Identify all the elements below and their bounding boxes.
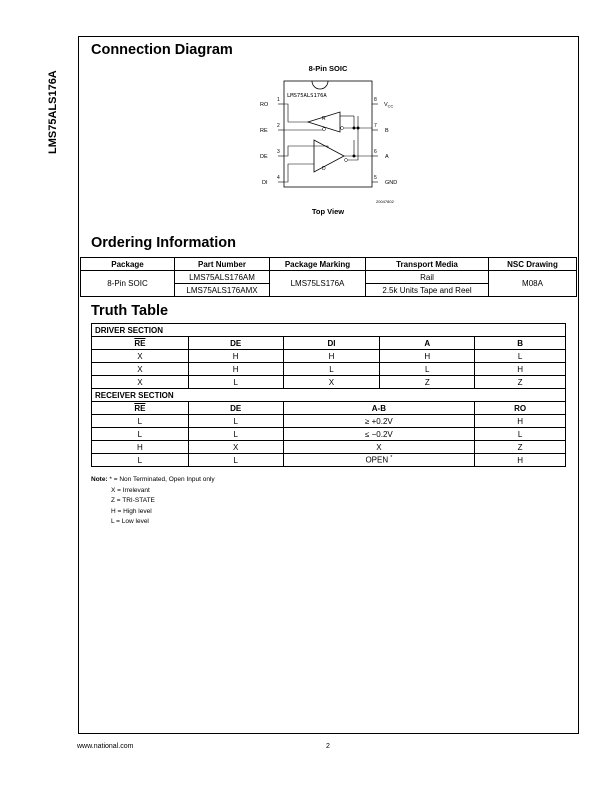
pin-num-3: 3 xyxy=(277,149,280,155)
ordering-table xyxy=(80,257,577,297)
table-cell: L xyxy=(188,454,283,467)
receiver-header-row xyxy=(92,402,566,415)
table-cell: L xyxy=(92,415,189,428)
driver-col-di: DI xyxy=(283,337,380,350)
driver-col-re: $\overline{RE}$ xyxy=(92,337,189,350)
marking-cell: LMS75LS176A xyxy=(270,271,366,297)
table-cell: H xyxy=(475,363,566,376)
package-label: 8-Pin SOIC xyxy=(308,64,348,73)
table-cell: L xyxy=(188,376,283,389)
table-cell: Z xyxy=(475,441,566,454)
note-block xyxy=(91,475,215,528)
truth-table xyxy=(91,323,566,467)
pin-re-label: RE xyxy=(260,128,268,134)
note-line: H = High level xyxy=(111,507,152,515)
pin-de-label: DE xyxy=(260,154,268,160)
receiver-section-label: RECEIVER SECTION xyxy=(92,389,566,402)
driver-col-b: B xyxy=(475,337,566,350)
connection-heading: Connection Diagram xyxy=(91,42,233,58)
table-row xyxy=(92,454,566,467)
pin-num-8: 8 xyxy=(374,97,377,103)
driver-col-a: A xyxy=(380,337,475,350)
note-label: Note: xyxy=(91,476,108,483)
table-cell: L xyxy=(92,428,189,441)
side-title-text: LMS75ALS176A xyxy=(47,70,59,154)
receiver-label: R xyxy=(322,116,326,122)
table-cell: X xyxy=(92,376,189,389)
pin-num-1: 1 xyxy=(277,97,280,103)
table-cell: L xyxy=(188,428,283,441)
ordering-header-row xyxy=(81,258,577,271)
connection-diagram xyxy=(258,60,408,220)
ordering-heading: Ordering Information xyxy=(91,235,236,251)
pin-b-label: B xyxy=(385,128,389,134)
pin-num-7: 7 xyxy=(374,123,377,129)
table-cell: L xyxy=(380,363,475,376)
col-transport: Transport Media xyxy=(366,258,489,271)
table-cell: Z xyxy=(380,376,475,389)
table-row xyxy=(81,271,577,284)
table-cell: H xyxy=(188,363,283,376)
table-row xyxy=(92,363,566,376)
table-cell: H xyxy=(188,350,283,363)
open-footnote-mark: * xyxy=(390,455,393,462)
chip-notch xyxy=(312,81,328,89)
note-line: X = Irrelevant xyxy=(111,486,150,494)
table-cell xyxy=(283,454,475,467)
table-cell: Z xyxy=(475,376,566,389)
drawing-cell: M08A xyxy=(489,271,577,297)
table-cell: X xyxy=(283,441,475,454)
table-cell: ≥ +0.2V xyxy=(283,415,475,428)
open-text: OPEN xyxy=(365,455,389,465)
table-cell: X xyxy=(92,363,189,376)
receiver-col-ab: A-B xyxy=(283,402,475,415)
footer-site[interactable]: www.national.com xyxy=(77,743,134,750)
note-line: L = Low level xyxy=(111,518,149,526)
col-drawing: NSC Drawing xyxy=(489,258,577,271)
table-cell: H xyxy=(283,350,380,363)
note-line: * = Non Terminated, Open Input only xyxy=(109,476,215,483)
table-row xyxy=(92,350,566,363)
page-number: 2 xyxy=(326,743,330,750)
part-cell: LMS75ALS176AM xyxy=(175,271,270,284)
pin-ro-label: RO xyxy=(260,102,269,108)
table-row xyxy=(92,441,566,454)
truth-heading: Truth Table xyxy=(91,303,169,319)
side-title xyxy=(34,36,74,156)
note-line: Z = TRI-STATE xyxy=(111,497,155,505)
pin-di-label: DI xyxy=(262,180,268,186)
receiver-col-de: DE xyxy=(188,402,283,415)
table-row xyxy=(92,428,566,441)
table-cell: L xyxy=(92,454,189,467)
pin-num-2: 2 xyxy=(277,123,280,129)
table-cell: L xyxy=(188,415,283,428)
chip-label: LMS75ALS176A xyxy=(287,93,327,99)
table-cell: X xyxy=(188,441,283,454)
pin-num-5: 5 xyxy=(374,175,377,181)
table-cell: L xyxy=(475,350,566,363)
package-cell: 8-Pin SOIC xyxy=(81,271,175,297)
driver-section-label: DRIVER SECTION xyxy=(92,324,566,337)
col-marking: Package Marking xyxy=(270,258,366,271)
table-cell: L xyxy=(475,428,566,441)
pin-a-label: A xyxy=(385,154,389,160)
receiver-col-ro: RO xyxy=(475,402,566,415)
pin-num-4: 4 xyxy=(277,175,280,181)
part-cell: LMS75ALS176AMX xyxy=(175,284,270,297)
pin-gnd-label: GND xyxy=(385,180,398,186)
table-row xyxy=(92,415,566,428)
col-part: Part Number xyxy=(175,258,270,271)
driver-label: D xyxy=(322,166,326,172)
transport-cell: Rail xyxy=(366,271,489,284)
table-cell: L xyxy=(283,363,380,376)
table-cell: X xyxy=(92,350,189,363)
driver-header-row xyxy=(92,337,566,350)
table-cell: ≤ −0.2V xyxy=(283,428,475,441)
receiver-col-re: $\overline{RE}$ xyxy=(92,402,189,415)
figure-id: 20047802 xyxy=(376,199,394,204)
table-cell: H xyxy=(380,350,475,363)
table-cell: H xyxy=(92,441,189,454)
table-cell: H xyxy=(475,454,566,467)
pin-vcc-label: $V_{CC}$ xyxy=(384,102,394,109)
driver-triangle xyxy=(314,140,344,172)
table-cell: H xyxy=(475,415,566,428)
pin-num-6: 6 xyxy=(374,149,377,155)
transport-cell: 2.5k Units Tape and Reel xyxy=(366,284,489,297)
table-row xyxy=(92,376,566,389)
view-label: Top View xyxy=(311,207,345,216)
col-package: Package xyxy=(81,258,175,271)
driver-col-de: DE xyxy=(188,337,283,350)
table-cell: X xyxy=(283,376,380,389)
